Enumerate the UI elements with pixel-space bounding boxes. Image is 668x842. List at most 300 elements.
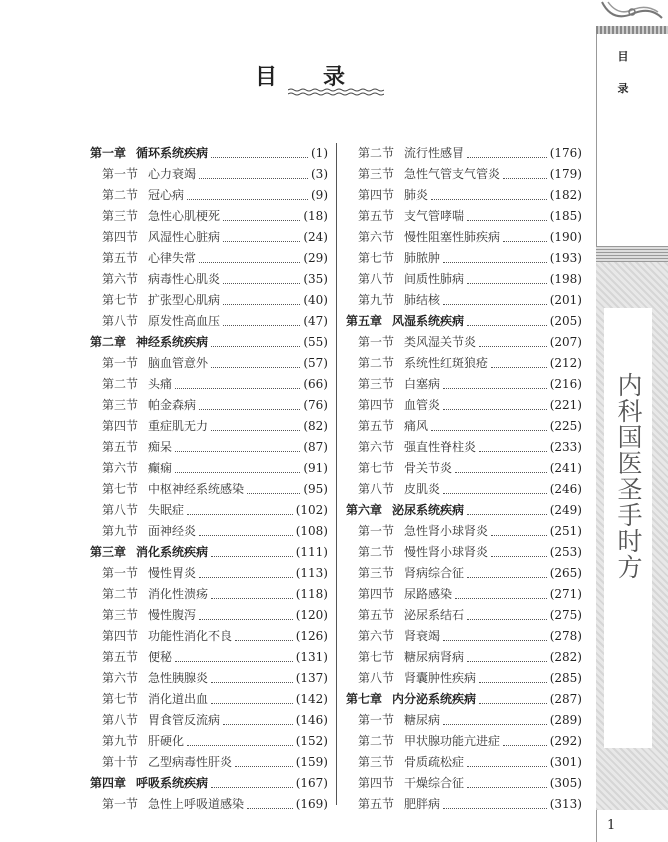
toc-dot-leader [467, 219, 547, 221]
toc-dot-leader [175, 471, 300, 473]
toc-dot-leader [223, 240, 300, 242]
toc-entry-number: 第二节 [358, 734, 395, 748]
toc-dot-leader [467, 513, 547, 515]
toc-entry-name: 肥胖病 [404, 797, 441, 811]
toc-entry-name: 急性胰腺炎 [148, 671, 209, 685]
toc-entry-page: (142) [295, 692, 328, 706]
toc-title [0, 60, 600, 91]
toc-entry-name: 泌尿系统疾病 [392, 503, 465, 517]
toc-dot-leader [467, 765, 547, 767]
toc-section-row[interactable] [346, 416, 582, 437]
toc-entry-number: 第五节 [358, 797, 395, 811]
toc-entry-number: 第六章 [346, 503, 383, 517]
toc-entry-name: 强直性脊柱炎 [404, 440, 477, 454]
toc-entry-name: 急性气管支气管炎 [404, 167, 501, 181]
toc-chapter-row[interactable] [90, 332, 328, 353]
toc-section-row[interactable] [90, 689, 328, 710]
title-wave-ornament [288, 88, 384, 96]
toc-dot-leader [223, 282, 300, 284]
toc-entry-name: 心力衰竭 [148, 167, 197, 181]
toc-entry-number: 第七节 [102, 692, 139, 706]
toc-section-row[interactable] [90, 185, 328, 206]
toc-entry-page: (285) [549, 671, 582, 685]
toc-section-row[interactable] [346, 206, 582, 227]
toc-entry-name: 慢性胃炎 [148, 566, 197, 580]
toc-dot-leader [187, 744, 293, 746]
toc-entry-number: 第五节 [102, 440, 139, 454]
toc-entry-number: 第八节 [102, 503, 139, 517]
toc-dot-leader [187, 513, 293, 515]
toc-dot-leader [247, 492, 300, 494]
toc-dot-leader [503, 240, 547, 242]
toc-entry-page: (221) [549, 398, 582, 412]
toc-entry-number: 第七节 [358, 251, 395, 265]
toc-entry-page: (82) [303, 419, 328, 433]
toc-entry-number: 第六节 [358, 440, 395, 454]
toc-chapter-row[interactable] [346, 500, 582, 521]
toc-entry-name: 功能性消化不良 [148, 629, 233, 643]
toc-entry-name: 慢性腹泻 [148, 608, 197, 622]
toc-section-row[interactable] [90, 437, 328, 458]
toc-entry-page: (24) [303, 230, 328, 244]
toc-entry-page: (1) [311, 146, 328, 160]
toc-entry-number: 第六节 [102, 272, 139, 286]
toc-entry-number: 第四节 [358, 188, 395, 202]
toc-dot-leader [479, 702, 547, 704]
toc-entry-name: 痴呆 [148, 440, 173, 454]
toc-dot-leader [211, 429, 300, 431]
toc-dot-leader [211, 345, 300, 347]
sidebar-title-box [604, 308, 652, 748]
toc-entry-name: 原发性高血压 [148, 314, 221, 328]
toc-entry-page: (66) [303, 377, 328, 391]
toc-entry-number: 第三节 [102, 608, 139, 622]
toc-dot-leader [175, 387, 300, 389]
toc-entry-number: 第一章 [90, 146, 127, 160]
toc-chapter-row[interactable] [90, 542, 328, 563]
toc-entry-name: 痛风 [404, 419, 429, 433]
toc-entry-number: 第三节 [358, 377, 395, 391]
toc-entry-number: 第三章 [90, 545, 127, 559]
toc-entry-page: (287) [549, 692, 582, 706]
toc-chapter-row[interactable] [90, 143, 328, 164]
toc-entry-name: 甲状腺功能亢进症 [404, 734, 501, 748]
toc-dot-leader [503, 177, 547, 179]
toc-entry-name: 骨质疏松症 [404, 755, 465, 769]
toc-entry-page: (102) [295, 503, 328, 517]
toc-section-row[interactable] [346, 290, 582, 311]
toc-entry-name: 风湿系统疾病 [392, 314, 465, 328]
toc-entry-name: 系统性红斑狼疮 [404, 356, 489, 370]
toc-entry-number: 第二节 [102, 377, 139, 391]
toc-section-row[interactable] [346, 227, 582, 248]
toc-entry-name: 风湿性心脏病 [148, 230, 221, 244]
toc-section-row[interactable] [346, 479, 582, 500]
toc-entry-number: 第七章 [346, 692, 383, 706]
toc-entry-name: 血管炎 [404, 398, 441, 412]
toc-entry-name: 糖尿病肾病 [404, 650, 465, 664]
toc-entry-number: 第八节 [358, 272, 395, 286]
toc-entry-page: (190) [549, 230, 582, 244]
toc-entry-page: (55) [303, 335, 328, 349]
toc-entry-number: 第五节 [358, 608, 395, 622]
toc-entry-page: (278) [549, 629, 582, 643]
toc-entry-page: (95) [303, 482, 328, 496]
toc-entry-page: (275) [549, 608, 582, 622]
toc-entry-page: (146) [295, 713, 328, 727]
toc-entry-number: 第三节 [102, 209, 139, 223]
toc-dot-leader [467, 660, 547, 662]
toc-entry-name: 中枢神经系统感染 [148, 482, 245, 496]
toc-section-row[interactable] [346, 353, 582, 374]
toc-entry-name: 消化道出血 [148, 692, 209, 706]
toc-section-row[interactable] [90, 290, 328, 311]
toc-entry-number: 第一节 [358, 524, 395, 538]
sidebar-band-mid [596, 246, 668, 262]
toc-entry-page: (169) [295, 797, 328, 811]
toc-entry-page: (185) [549, 209, 582, 223]
toc-section-row[interactable] [90, 416, 328, 437]
toc-entry-number: 第五章 [346, 314, 383, 328]
toc-dot-leader [199, 177, 308, 179]
toc-entry-name: 病毒性心肌炎 [148, 272, 221, 286]
toc-entry-name: 内分泌系统疾病 [392, 692, 477, 706]
toc-dot-leader [479, 681, 547, 683]
toc-dot-leader [211, 786, 293, 788]
toc-dot-leader [479, 450, 547, 452]
toc-entry-page: (118) [295, 587, 328, 601]
toc-section-row[interactable] [346, 626, 582, 647]
toc-entry-name: 肺炎 [404, 188, 429, 202]
toc-entry-name: 帕金森病 [148, 398, 197, 412]
toc-entry-name: 扩张型心肌病 [148, 293, 221, 307]
toc-entry-page: (152) [295, 734, 328, 748]
toc-dot-leader [211, 366, 300, 368]
toc-entry-number: 第五节 [102, 251, 139, 265]
toc-dot-leader [503, 744, 547, 746]
toc-dot-leader [467, 282, 547, 284]
toc-section-row[interactable] [346, 752, 582, 773]
toc-section-row[interactable] [346, 164, 582, 185]
toc-entry-name: 类风湿关节炎 [404, 335, 477, 349]
toc-section-row[interactable] [346, 794, 582, 815]
toc-dot-leader [223, 324, 300, 326]
toc-section-row[interactable] [90, 605, 328, 626]
toc-entry-number: 第八节 [102, 314, 139, 328]
toc-section-row[interactable] [346, 563, 582, 584]
toc-dot-leader [211, 702, 293, 704]
toc-dot-leader [223, 723, 293, 725]
toc-entry-number: 第四节 [102, 419, 139, 433]
sidebar-nav [596, 34, 668, 246]
sidebar-title-panel [596, 262, 668, 810]
toc-entry-name: 脑血管意外 [148, 356, 209, 370]
toc-entry-name: 间质性肺病 [404, 272, 465, 286]
toc-dot-leader [455, 597, 547, 599]
toc-section-row[interactable] [90, 752, 328, 773]
sidebar-foot [596, 810, 668, 842]
toc-entry-number: 第四节 [358, 587, 395, 601]
toc-section-row[interactable] [346, 269, 582, 290]
toc-section-row[interactable] [346, 437, 582, 458]
toc-dot-leader [491, 555, 547, 557]
toc-entry-name: 白塞病 [404, 377, 441, 391]
toc-entry-page: (289) [549, 713, 582, 727]
toc-entry-page: (35) [303, 272, 328, 286]
toc-entry-name: 干燥综合征 [404, 776, 465, 790]
toc-entry-page: (182) [549, 188, 582, 202]
toc-entry-number: 第九节 [102, 734, 139, 748]
toc-section-row[interactable] [90, 731, 328, 752]
toc-dot-leader [175, 660, 293, 662]
toc-entry-page: (212) [549, 356, 582, 370]
toc-section-row[interactable] [346, 143, 582, 164]
toc-dot-leader [443, 723, 547, 725]
toc-entry-name: 皮肌炎 [404, 482, 441, 496]
toc-entry-name: 神经系统疾病 [136, 335, 209, 349]
toc-entry-name: 泌尿系结石 [404, 608, 465, 622]
toc-entry-number: 第七节 [102, 293, 139, 307]
toc-section-row[interactable] [346, 458, 582, 479]
toc-dot-leader [199, 534, 293, 536]
column-divider [336, 143, 337, 805]
toc-section-row[interactable] [90, 311, 328, 332]
toc-entry-name: 肾病综合征 [404, 566, 465, 580]
toc-entry-page: (76) [303, 398, 328, 412]
toc-entry-page: (198) [549, 272, 582, 286]
toc-section-row[interactable] [346, 374, 582, 395]
toc-entry-page: (29) [303, 251, 328, 265]
toc-dot-leader [211, 156, 308, 158]
toc-dot-leader [491, 534, 547, 536]
toc-section-row[interactable] [90, 584, 328, 605]
toc-dot-leader [211, 555, 293, 557]
toc-entry-page: (57) [303, 356, 328, 370]
toc-entry-page: (207) [549, 335, 582, 349]
toc-section-row[interactable] [90, 500, 328, 521]
toc-entry-page: (113) [295, 566, 328, 580]
toc-section-row[interactable] [90, 227, 328, 248]
toc-entry-name: 慢性阻塞性肺疾病 [404, 230, 501, 244]
toc-entry-page: (111) [295, 545, 328, 559]
toc-entry-name: 乙型病毒性肝炎 [148, 755, 233, 769]
toc-section-row[interactable] [346, 521, 582, 542]
swirl-ornament-icon [598, 0, 666, 24]
toc-dot-leader [467, 156, 547, 158]
toc-section-row[interactable] [346, 542, 582, 563]
toc-entry-page: (176) [549, 146, 582, 160]
toc-dot-leader [199, 408, 300, 410]
toc-entry-number: 第三节 [358, 566, 395, 580]
toc-section-row[interactable] [90, 374, 328, 395]
toc-dot-leader [235, 765, 293, 767]
toc-dot-leader [187, 198, 308, 200]
toc-section-row[interactable] [90, 164, 328, 185]
toc-entry-page: (126) [295, 629, 328, 643]
toc-entry-name: 肾囊肿性疾病 [404, 671, 477, 685]
toc-entry-page: (246) [549, 482, 582, 496]
toc-entry-number: 第一节 [102, 356, 139, 370]
toc-section-row[interactable] [346, 584, 582, 605]
toc-entry-page: (47) [303, 314, 328, 328]
toc-entry-number: 第二节 [358, 356, 395, 370]
toc-entry-page: (40) [303, 293, 328, 307]
toc-dot-leader [175, 450, 300, 452]
toc-section-row[interactable] [346, 248, 582, 269]
toc-entry-name: 肺脓肿 [404, 251, 441, 265]
toc-entry-number: 第九节 [102, 524, 139, 538]
book-title: 内科国医圣手时方 [614, 372, 643, 580]
toc-section-row[interactable] [90, 626, 328, 647]
toc-section-row[interactable] [90, 353, 328, 374]
toc-entry-page: (305) [549, 776, 582, 790]
toc-entry-page: (159) [295, 755, 328, 769]
toc-dot-leader [211, 597, 293, 599]
toc-section-row[interactable] [90, 710, 328, 731]
toc-dot-leader [467, 324, 547, 326]
toc-entry-page: (205) [549, 314, 582, 328]
toc-entry-page: (201) [549, 293, 582, 307]
toc-entry-number: 第六节 [358, 230, 395, 244]
toc-entry-page: (167) [295, 776, 328, 790]
toc-entry-page: (292) [549, 734, 582, 748]
toc-chapter-row[interactable] [90, 773, 328, 794]
toc-dot-leader [235, 639, 293, 641]
toc-entry-number: 第六节 [102, 461, 139, 475]
toc-entry-name: 急性肾小球肾炎 [404, 524, 489, 538]
toc-entry-page: (271) [549, 587, 582, 601]
toc-section-row[interactable] [346, 395, 582, 416]
toc-entry-number: 第一节 [102, 566, 139, 580]
toc-entry-number: 第四节 [102, 629, 139, 643]
toc-dot-leader [491, 366, 547, 368]
toc-entry-number: 第二节 [102, 587, 139, 601]
toc-entry-name: 循环系统疾病 [136, 146, 209, 160]
toc-dot-leader [443, 261, 547, 263]
toc-entry-name: 面神经炎 [148, 524, 197, 538]
toc-entry-page: (108) [295, 524, 328, 538]
toc-entry-number: 第四节 [102, 230, 139, 244]
toc-entry-number: 第五节 [358, 419, 395, 433]
toc-dot-leader [247, 807, 293, 809]
toc-entry-page: (249) [549, 503, 582, 517]
toc-section-row[interactable] [90, 458, 328, 479]
toc-entry-number: 第八节 [102, 713, 139, 727]
toc-section-row[interactable] [90, 794, 328, 815]
toc-entry-page: (193) [549, 251, 582, 265]
toc-dot-leader [431, 198, 547, 200]
toc-right-column [346, 143, 582, 815]
toc-entry-number: 第一节 [102, 797, 139, 811]
toc-entry-number: 第一节 [358, 335, 395, 349]
toc-entry-page: (251) [549, 524, 582, 538]
toc-section-row[interactable] [346, 332, 582, 353]
toc-dot-leader [455, 471, 547, 473]
toc-section-row[interactable] [346, 647, 582, 668]
toc-entry-name: 急性心肌梗死 [148, 209, 221, 223]
toc-section-row[interactable] [90, 206, 328, 227]
toc-entry-page: (265) [549, 566, 582, 580]
toc-entry-page: (301) [549, 755, 582, 769]
toc-entry-name: 重症肌无力 [148, 419, 209, 433]
toc-entry-page: (3) [311, 167, 328, 181]
toc-section-row[interactable] [346, 605, 582, 626]
toc-entry-page: (120) [295, 608, 328, 622]
toc-entry-number: 第五节 [102, 650, 139, 664]
toc-entry-number: 第四节 [358, 398, 395, 412]
toc-entry-page: (253) [549, 545, 582, 559]
toc-entry-number: 第二节 [358, 146, 395, 160]
toc-dot-leader [467, 786, 547, 788]
toc-entry-name: 肺结核 [404, 293, 441, 307]
toc-entry-name: 便秘 [148, 650, 173, 664]
toc-entry-number: 第十节 [102, 755, 139, 769]
sidebar-band-top [596, 26, 668, 34]
toc-section-row[interactable] [90, 269, 328, 290]
toc-section-row[interactable] [90, 563, 328, 584]
toc-section-row[interactable] [90, 395, 328, 416]
toc-section-row[interactable] [346, 668, 582, 689]
toc-chapter-row[interactable] [346, 311, 582, 332]
toc-entry-name: 骨关节炎 [404, 461, 453, 475]
toc-entry-name: 癫痫 [148, 461, 173, 475]
toc-entry-number: 第二节 [102, 188, 139, 202]
toc-entry-number: 第六节 [358, 629, 395, 643]
toc-section-row[interactable] [346, 185, 582, 206]
toc-section-row[interactable] [90, 647, 328, 668]
toc-entry-number: 第二节 [358, 545, 395, 559]
toc-entry-page: (179) [549, 167, 582, 181]
toc-entry-name: 急性上呼吸道感染 [148, 797, 245, 811]
toc-entry-name: 支气管哮喘 [404, 209, 465, 223]
toc-entry-page: (137) [295, 671, 328, 685]
page-number: 1 [607, 818, 616, 833]
toc-section-row[interactable] [90, 668, 328, 689]
toc-dot-leader [431, 429, 547, 431]
toc-section-row[interactable] [346, 710, 582, 731]
toc-entry-page: (131) [295, 650, 328, 664]
toc-left-column [90, 143, 328, 815]
toc-dot-leader [443, 807, 547, 809]
sidebar-nav-char-2: 录 [617, 82, 629, 95]
toc-entry-number: 第四节 [358, 776, 395, 790]
toc-entry-number: 第一节 [358, 713, 395, 727]
toc-entry-page: (282) [549, 650, 582, 664]
toc-dot-leader [467, 618, 547, 620]
toc-dot-leader [443, 303, 547, 305]
toc-entry-number: 第七节 [102, 482, 139, 496]
toc-title-char-1: 目 [254, 64, 277, 90]
right-sidebar [596, 0, 668, 842]
toc-entry-name: 消化系统疾病 [136, 545, 209, 559]
toc-section-row[interactable] [346, 731, 582, 752]
toc-entry-number: 第一节 [102, 167, 139, 181]
toc-entry-number: 第七节 [358, 650, 395, 664]
toc-entry-page: (233) [549, 440, 582, 454]
toc-dot-leader [479, 345, 547, 347]
toc-dot-leader [211, 681, 293, 683]
toc-entry-number: 第七节 [358, 461, 395, 475]
toc-section-row[interactable] [90, 479, 328, 500]
toc-section-row[interactable] [90, 521, 328, 542]
toc-entry-number: 第二章 [90, 335, 127, 349]
toc-entry-page: (313) [549, 797, 582, 811]
toc-section-row[interactable] [346, 773, 582, 794]
toc-section-row[interactable] [90, 248, 328, 269]
toc-chapter-row[interactable] [346, 689, 582, 710]
toc-entry-name: 肾衰竭 [404, 629, 441, 643]
toc-entry-name: 糖尿病 [404, 713, 441, 727]
